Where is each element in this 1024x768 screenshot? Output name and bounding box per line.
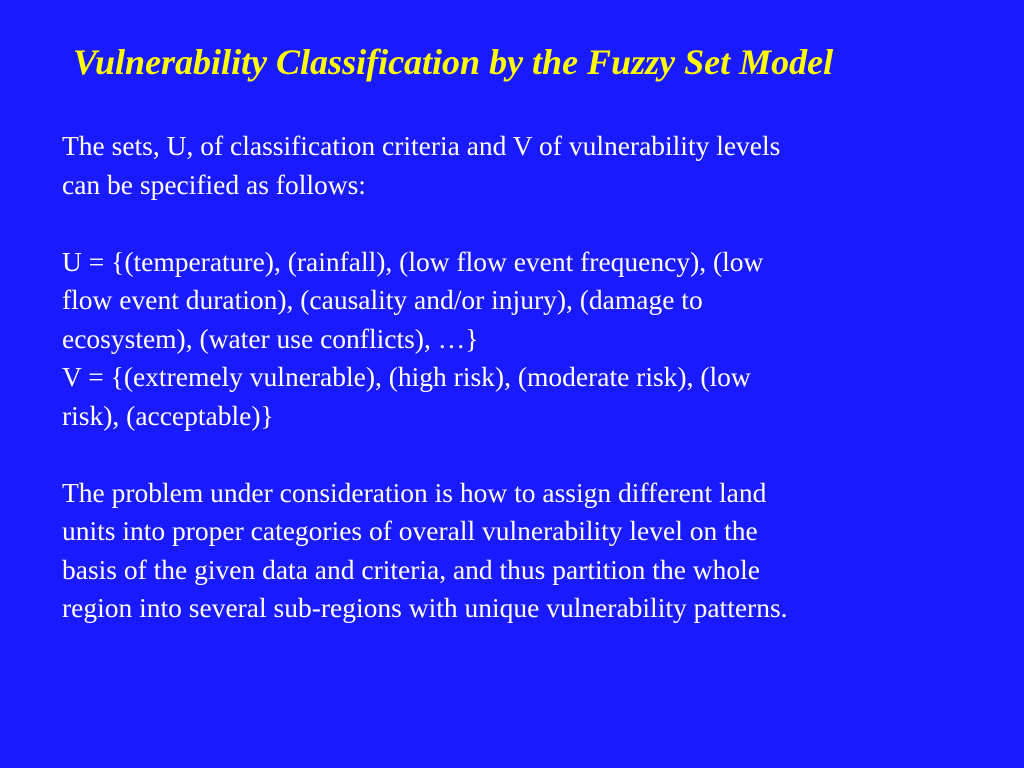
set-v-definition bbox=[62, 358, 1012, 435]
intro-line-2: can be specified as follows: bbox=[62, 168, 366, 200]
set-u-definition bbox=[62, 243, 1012, 359]
problem-paragraph bbox=[62, 474, 1012, 628]
problem-line-2: units into proper categories of overall vulnerability level on the bbox=[62, 515, 758, 546]
problem-line-3: basis of the given data and criteria, and thus partition the whole bbox=[62, 553, 760, 585]
paragraph-spacer bbox=[62, 204, 1012, 243]
problem-line-4: region into several sub-regions with unique vulnerability patterns. bbox=[62, 592, 788, 623]
set-u-line-2: flow event duration), (causality and/or injury), (damage to bbox=[62, 284, 703, 315]
slide-title: Vulnerability Classification by the Fuzzy Set Model bbox=[73, 42, 834, 82]
set-u-line-3: ecosystem), (water use conflicts), …} bbox=[62, 322, 479, 354]
set-u-line-1: U = {(temperature), (rainfall), (low flow event frequency), (low bbox=[62, 245, 764, 277]
intro-line-1: The sets, U, of classification criteria and V of vulnerability levels bbox=[62, 130, 781, 161]
set-v-line-1: V = {(extremely vulnerable), (high risk), (moderate risk), (low bbox=[62, 361, 751, 392]
set-v-line-2: risk), (acceptable)} bbox=[62, 399, 274, 431]
paragraph-spacer bbox=[62, 435, 1012, 474]
slide-body bbox=[62, 127, 1012, 628]
problem-line-1: The problem under consideration is how to assign different land bbox=[62, 476, 767, 508]
intro-paragraph bbox=[62, 127, 1012, 204]
